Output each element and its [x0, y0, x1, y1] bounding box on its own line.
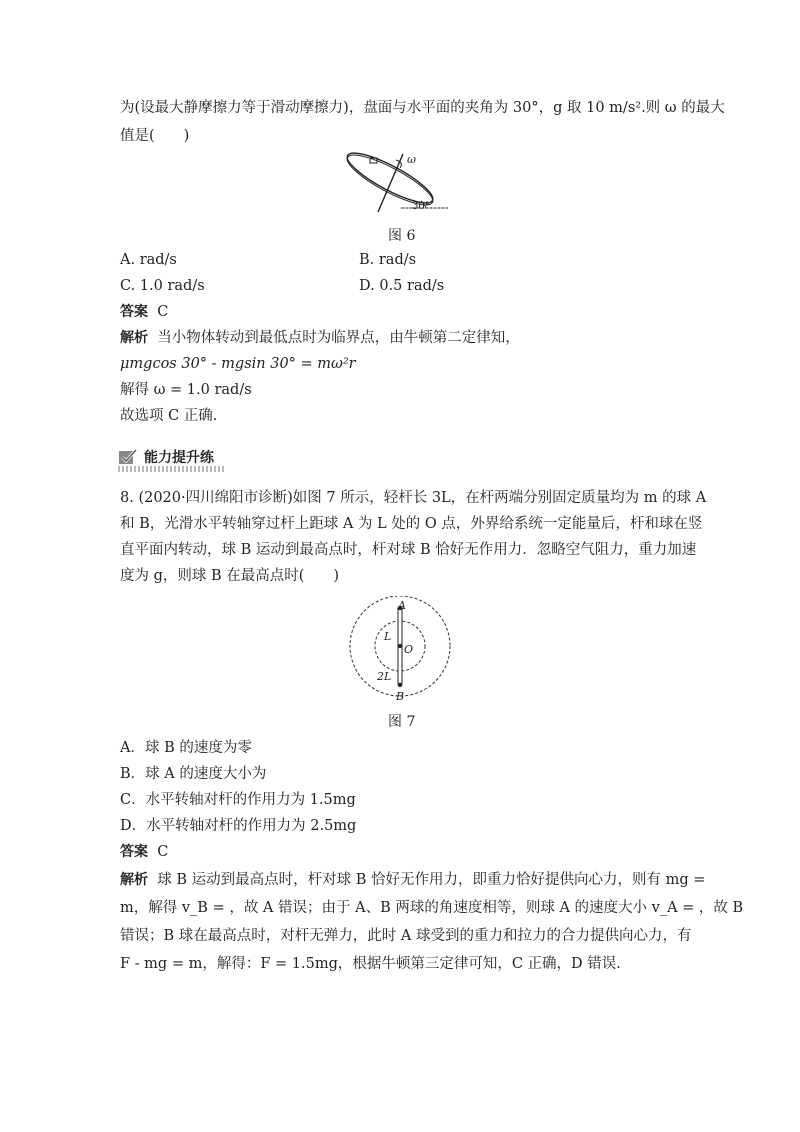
- fig7-label-a: A: [398, 599, 406, 612]
- figure-6-caption: 图 6: [388, 228, 416, 244]
- q8-stem-line4: 度为 g，则球 B 在最高点时( ): [120, 568, 340, 584]
- fig7-label-b: B: [396, 690, 405, 703]
- q7-answer: [120, 302, 690, 322]
- section-title: 能力提升练: [144, 450, 214, 466]
- q8-stem-line1: 8. (2020·四川绵阳市诊断)如图 7 所示，轻杆长 3L，在杆两端分别固定质量均为 m 的球 A: [120, 490, 707, 506]
- checkbox-icon: [118, 448, 138, 466]
- q8-analysis-line2: m，解得 v_B = ，故 A 错误；由于 A、B 两球的角速度相等，则球 A 的速度大小 v_A = ，故 B: [120, 900, 744, 916]
- analysis-label: 解析: [120, 330, 148, 346]
- analysis-label: 解析: [120, 872, 148, 888]
- q7-analysis-result: 解得 ω = 1.0 rad/s: [120, 382, 252, 398]
- figure-6-tilted-disc: [340, 150, 460, 218]
- answer-value: C: [157, 844, 169, 860]
- fig7-label-o: O: [404, 643, 414, 656]
- q8-stem-line3: 直平面内转动，球 B 运动到最高点时，杆对球 B 恰好无作用力．忽略空气阻力，重力加速: [120, 542, 697, 558]
- q7-stem-line1: 为(设最大静摩擦力等于滑动摩擦力)，盘面与水平面的夹角为 30°，g 取 10 m/s².则 ω 的最大: [120, 100, 725, 116]
- fig7-label-2l: 2L: [377, 670, 392, 683]
- q8-analysis-line3: 错误；B 球在最高点时，对杆无弹力，此时 A 球受到的重力和拉力的合力提供向心力，有: [120, 928, 692, 944]
- q8-analysis-line1: [120, 870, 706, 890]
- q8-option-b: B．球 A 的速度大小为: [120, 766, 267, 782]
- q7-analysis-line1: [120, 328, 690, 348]
- answer-value: C: [157, 304, 169, 320]
- figure-7-caption: 图 7: [388, 714, 416, 730]
- q7-stem-line2: 值是( ): [120, 128, 190, 144]
- section-header: [118, 445, 226, 469]
- q8-stem-line2: 和 B，光滑水平转轴穿过杆上距球 A 为 L 处的 O 点，外界给系统一定能量后，杆和球在竖: [120, 516, 703, 532]
- q7-analysis-conclusion: 故选项 C 正确.: [120, 408, 218, 424]
- q7-option-a: A. rad/s: [120, 252, 177, 268]
- q7-option-c: C. 1.0 rad/s: [120, 278, 205, 294]
- q8-option-d: D．水平转轴对杆的作用力为 2.5mg: [120, 818, 357, 834]
- analysis-text: 当小物体转动到最低点时为临界点，由牛顿第二定律知，: [157, 330, 520, 346]
- answer-label: 答案: [120, 304, 148, 320]
- fig7-label-l: L: [384, 630, 392, 643]
- q8-option-c: C．水平转轴对杆的作用力为 1.5mg: [120, 792, 356, 808]
- q8-answer: [120, 842, 690, 862]
- angle-label: 30°: [412, 201, 430, 212]
- q7-option-b: B. rad/s: [359, 252, 417, 268]
- q7-analysis-equation: μmgcos 30° - mgsin 30° = mω²r: [120, 356, 356, 372]
- answer-label: 答案: [120, 844, 148, 860]
- section-underline: [118, 466, 226, 472]
- analysis-text: 球 B 运动到最高点时，杆对球 B 恰好无作用力，即重力恰好提供向心力，则有 mg =: [157, 872, 706, 888]
- q8-analysis-line4: F - mg = m，解得：F = 1.5mg，根据牛顿第三定律可知，C 正确，D 错误.: [120, 956, 621, 972]
- q8-option-a: A．球 B 的速度为零: [120, 740, 252, 756]
- omega-label: ω: [407, 153, 416, 166]
- q7-option-d: D. 0.5 rad/s: [359, 278, 445, 294]
